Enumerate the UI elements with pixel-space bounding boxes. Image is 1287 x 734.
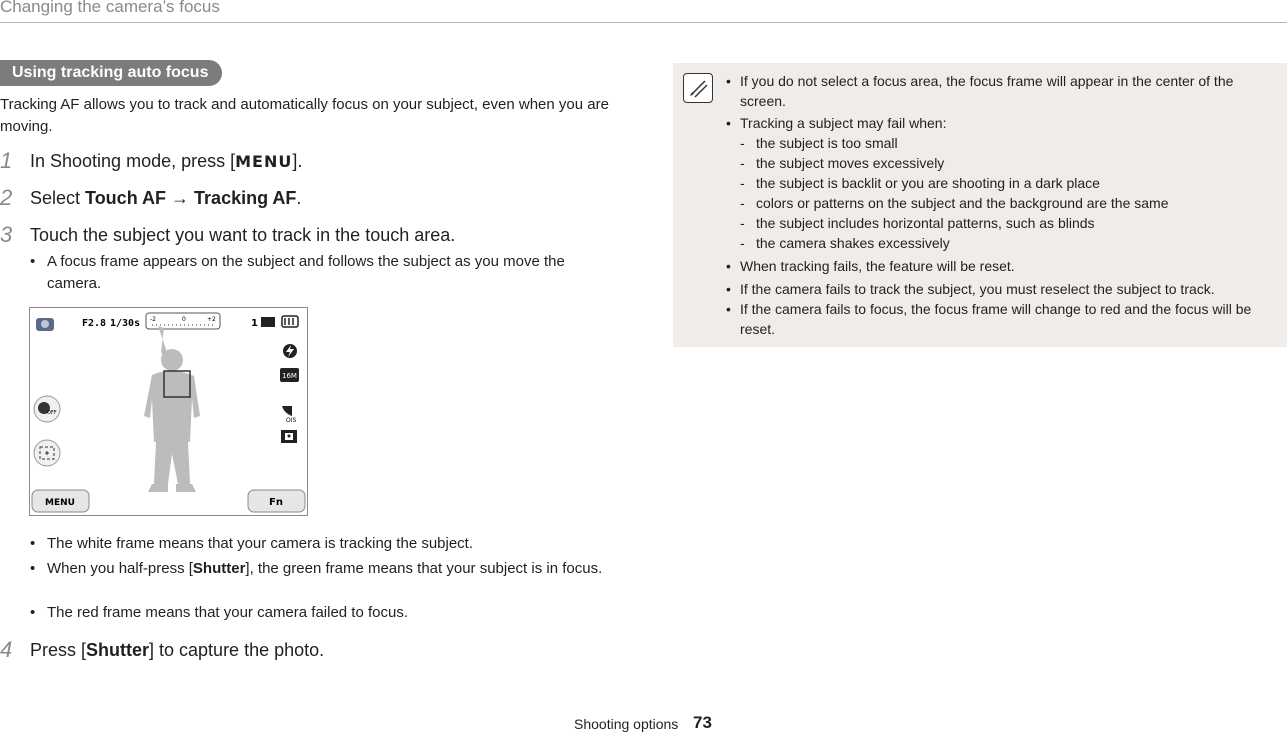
step-number: 3 xyxy=(0,222,13,247)
fn-button-label: Fn xyxy=(269,497,283,508)
fn-button xyxy=(248,490,305,512)
chapter-title: Changing the camera’s focus xyxy=(0,0,220,16)
arrow-icon: → xyxy=(171,188,190,208)
shutter-key: Shutter xyxy=(192,560,246,577)
step-number: 1 xyxy=(0,148,13,173)
bullet-icon: • xyxy=(30,253,36,270)
menu-tracking-af: Tracking AF xyxy=(194,188,297,208)
memory-card-icon xyxy=(261,317,275,327)
page-header xyxy=(0,0,1287,23)
flash-icon xyxy=(283,344,297,358)
photo-size-label: 16M xyxy=(282,372,297,380)
camera-screen-illustration xyxy=(30,308,307,515)
shutter-key: Shutter xyxy=(86,640,150,660)
menu-touch-af: Touch AF xyxy=(85,188,167,208)
ev-zero-label: 0 xyxy=(182,316,186,323)
note-icon xyxy=(683,73,713,103)
camera-screen xyxy=(29,307,308,516)
photo-size-icon xyxy=(280,368,299,382)
section-title: Using tracking auto focus xyxy=(0,60,222,86)
exposure-scale xyxy=(146,313,220,329)
ai-off-label: OFF xyxy=(47,410,57,416)
ois-label: OIS xyxy=(286,417,297,424)
aperture-value: F2.8 xyxy=(82,318,107,329)
bullet-icon: • xyxy=(30,560,36,577)
menu-button-label: MENU xyxy=(45,498,75,508)
metering-icon xyxy=(281,430,297,443)
ois-icon xyxy=(282,406,296,424)
ev-plus-label: +2 xyxy=(207,316,216,323)
focus-area-icon xyxy=(34,440,60,466)
menu-button xyxy=(32,490,89,512)
page-number: 73 xyxy=(693,713,712,732)
smart-auto-mode-icon xyxy=(36,318,54,331)
menu-key: MENU xyxy=(235,152,293,171)
step-number: 2 xyxy=(0,185,13,210)
bullet-icon: • xyxy=(30,535,36,552)
intro-paragraph: Tracking AF allows you to track and automatically focus on your subject, even when you are moving. xyxy=(0,96,609,135)
note-box: • If you do not select a focus area, the focus frame will appear in the center of the screen. • Tracking a subject may fail when: - the subject is too small - the subject moves excessively - the subject is backlit or you are shooting in a dark place - colors or patterns on the subject and the background are the same - the subject includes horizontal patterns, such as blinds - the camera shakes excessively • When tracking fails, the feature will be reset. • If the camera fails to track the subject, you must reselect the subject to track. • If the camera fails to focus, the focus frame will change to red and the focus will be reset. xyxy=(673,63,1287,347)
page-footer xyxy=(0,714,1287,734)
ev-minus-label: -2 xyxy=(150,316,156,323)
shots-remaining: 1 xyxy=(251,318,258,329)
smart-filter-icon xyxy=(34,396,60,422)
subject-silhouette xyxy=(144,326,200,492)
battery-icon xyxy=(282,316,298,327)
bullet-icon: • xyxy=(30,604,36,621)
step-number: 4 xyxy=(0,637,13,662)
footer-label: Shooting options xyxy=(574,716,679,732)
shutter-value: 1/30s xyxy=(110,318,141,329)
